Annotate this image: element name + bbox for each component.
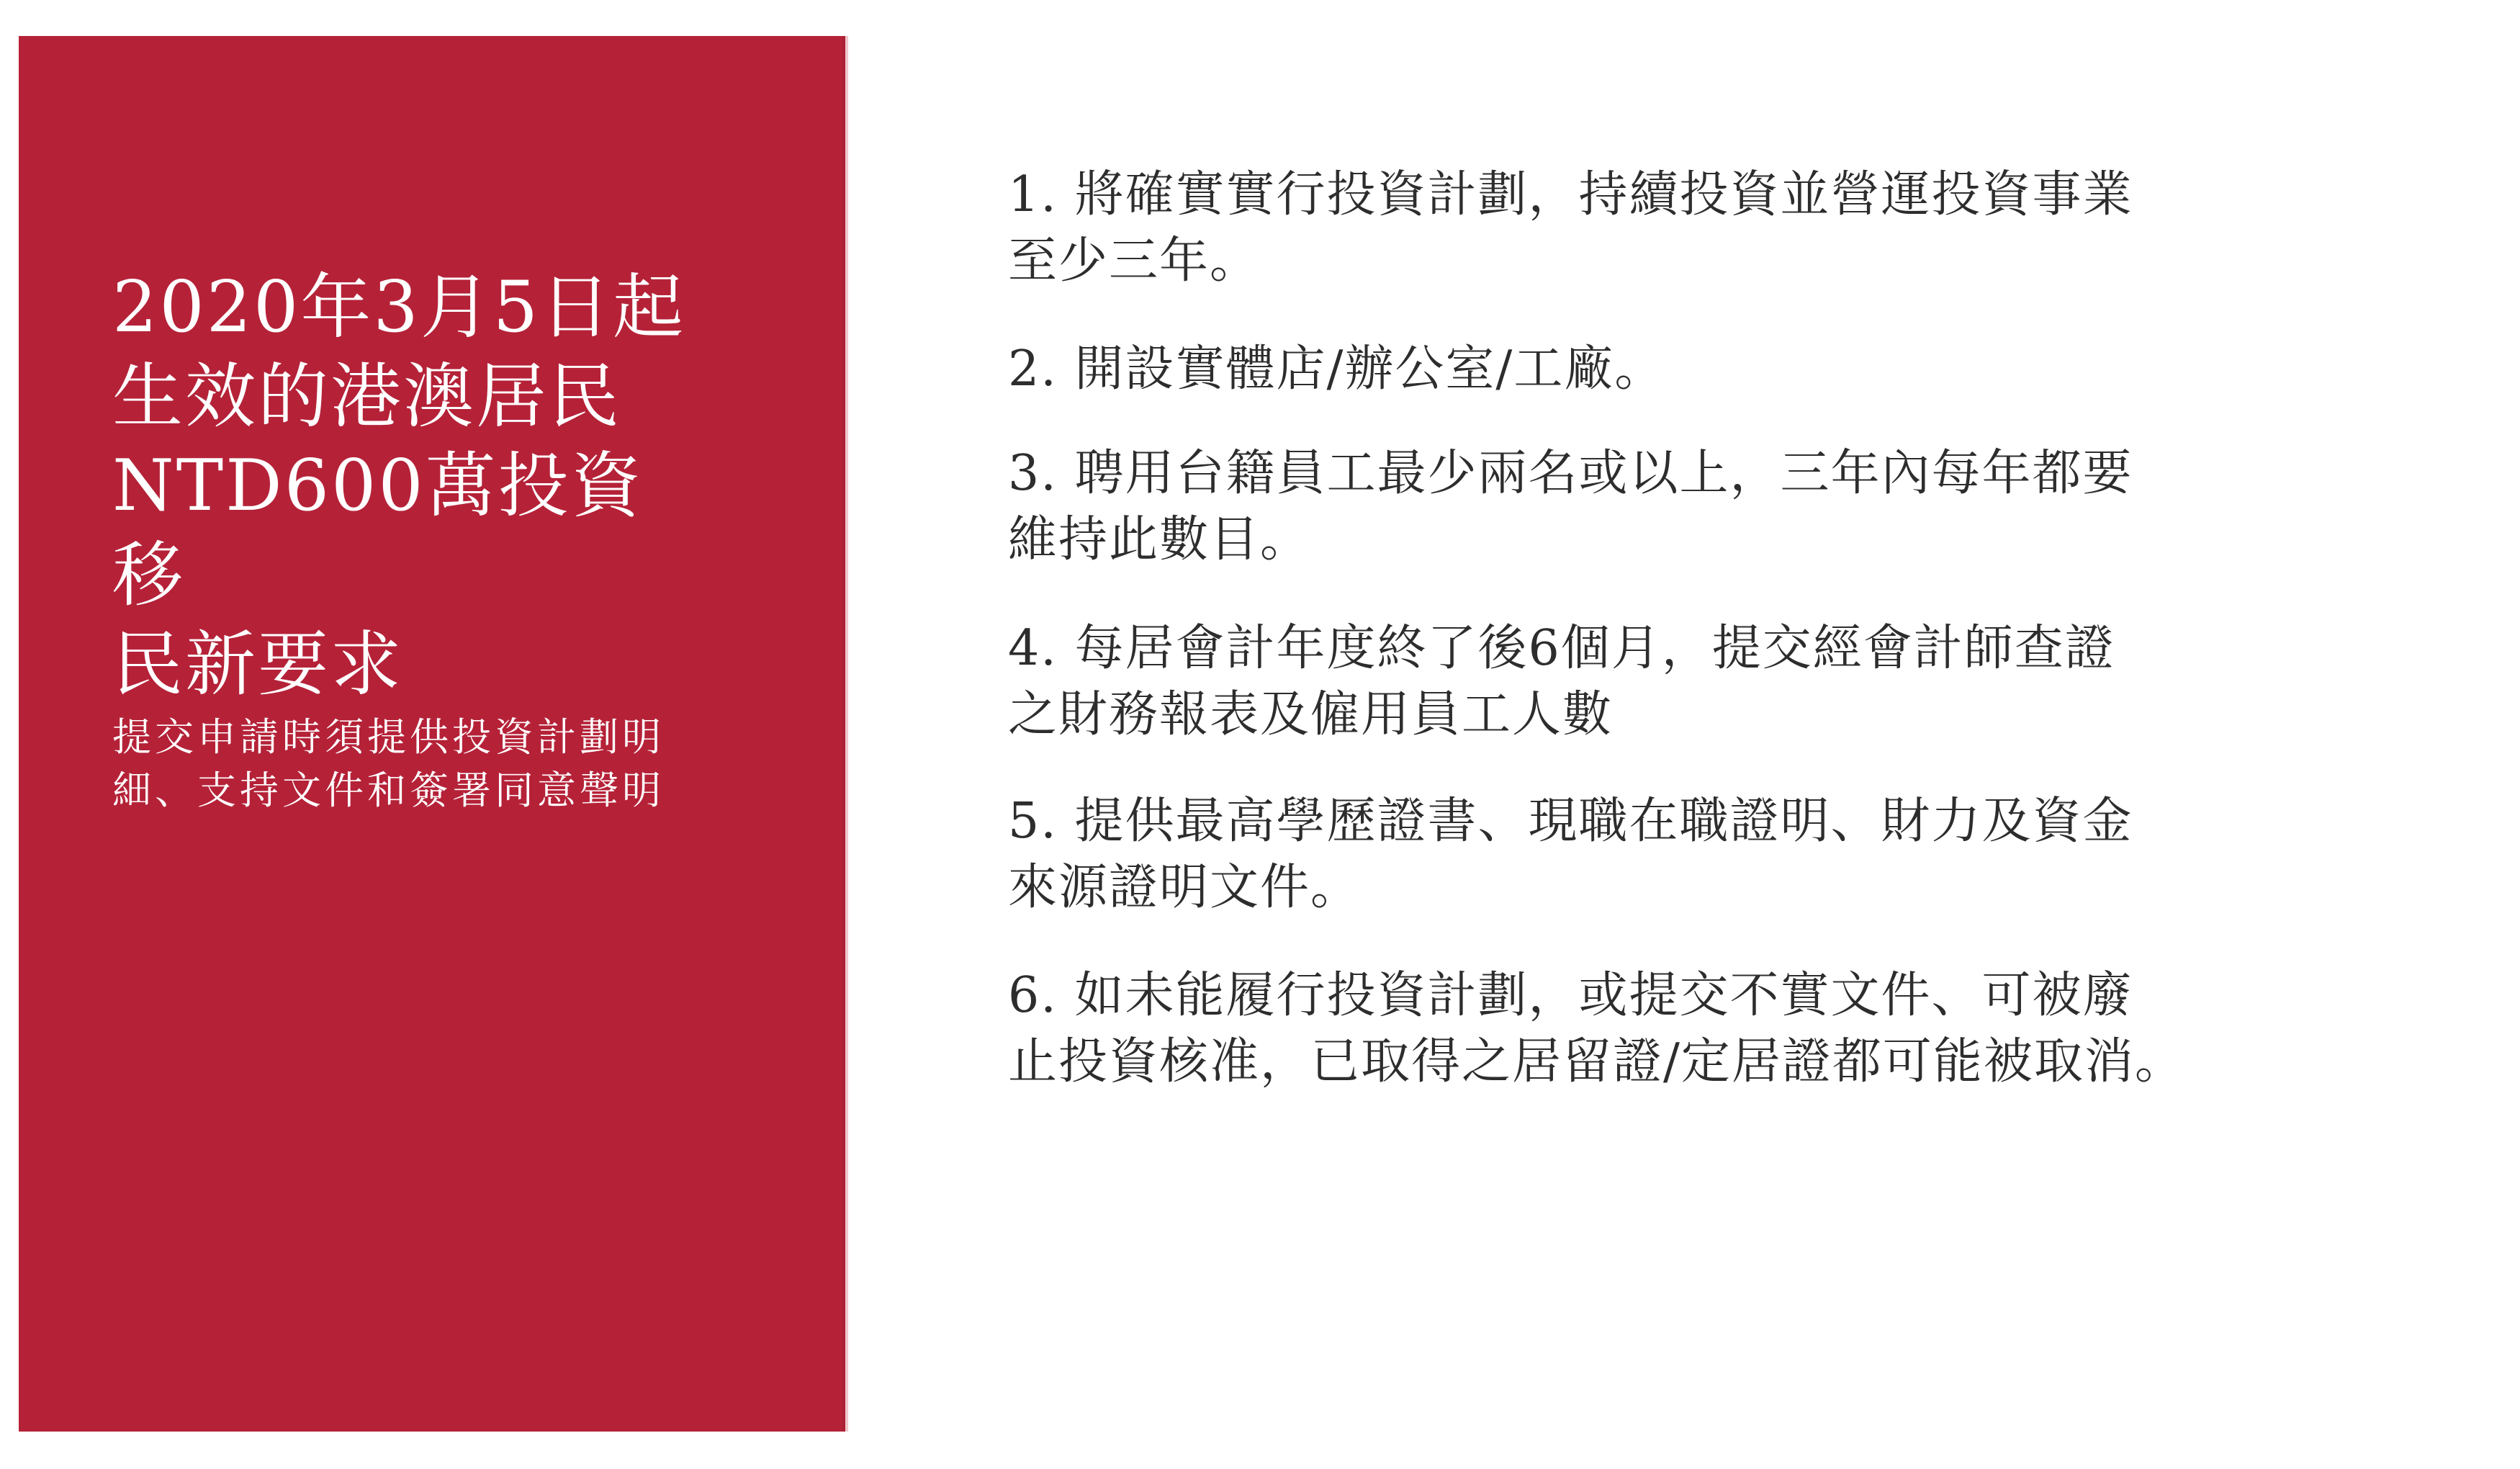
- requirement-item-2: 2. 開設實體店/辦公室/工廠。: [1008, 341, 1665, 397]
- requirement-item-5: 5. 提供最高學歷證書、現職在職證明、財力及資金 來源證明文件。: [1008, 793, 2133, 916]
- requirement-item-1: 1. 將確實實行投資計劃，持續投資並營運投資事業 至少三年。: [1008, 166, 2133, 289]
- requirement-item-3: 3. 聘用台籍員工最少兩名或以上，三年內每年都要 維持此數目。: [1008, 445, 2133, 568]
- page-subtitle: 提交申請時須提供投資計劃明 細、支持文件和簽署同意聲明: [112, 714, 665, 813]
- panel-edge: [845, 36, 848, 1432]
- requirement-item-6: 6. 如未能履行投資計劃，或提交不實文件、可被廢 止投資核准，已取得之居留證/定居證都可能被取消。: [1008, 967, 2185, 1090]
- page-title: 2020年3月5日起 生效的港澳居民 NTD600萬投資移 民新要求: [112, 266, 686, 706]
- requirement-item-4: 4. 每居會計年度終了後6個月，提交經會計師查證 之財務報表及僱用員工人數: [1008, 620, 2115, 743]
